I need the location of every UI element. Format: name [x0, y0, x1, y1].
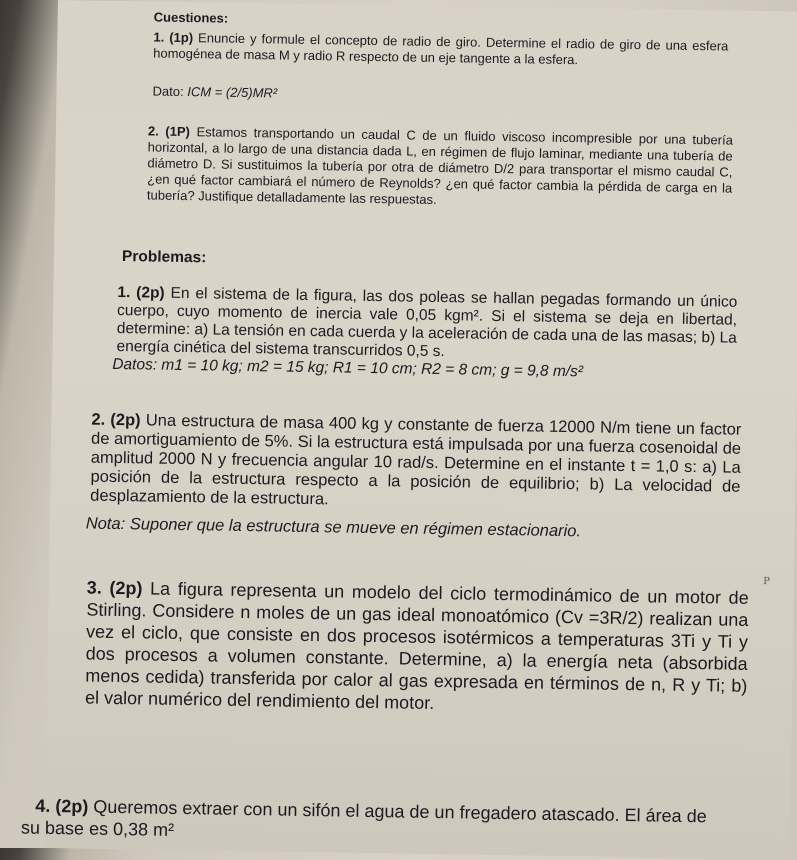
problem-3: [85, 577, 749, 719]
problem-3-text: La figura representa un modelo del ciclo termodinámico de un motor de Stirling. Considere n moles de un gas ideal monoatómico (Cv =3R/2) realizan una vez el ciclo, que consiste en dos procesos isotérmicos a temperaturas 3Ti y Ti y dos procesos a volumen constante. Determine, a) la energía neta (absorbida menos cedida) transferida por calor al gas expresada en términos de n, R y Ti; b) el valor numérico del rendimiento del motor.: [84, 578, 749, 713]
problem-4-number: 4. (2p): [35, 795, 89, 817]
problemas-heading: Problemas:: [121, 248, 207, 267]
exam-sheet: [20, 0, 797, 860]
problem-2: [90, 411, 741, 516]
question-2-number: 2. (1P): [147, 123, 191, 140]
question-1-dato: [152, 83, 277, 101]
cuestiones-heading: Cuestiones:: [153, 9, 229, 26]
problem-2-nota: Nota: Suponer que la estructura se mueve en régimen estacionario.: [85, 514, 582, 541]
figure-axis-mark: P: [763, 576, 771, 588]
problem-2-text: Una estructura de masa 400 kg y constante de fuerza 12000 N/m tiene un factor de amortiguamiento de 5%. Si la estructura está impulsada por una fuerza cosenoidal de amplitud 2000 N y frecuencia angular 10 rad/s. Determine en el instante t = 1,0 s: a) La posición de la estructura respecto a la posición de equilibrio; b) La velocidad de desplazamiento de la estructura.: [90, 411, 742, 509]
dato-formula: ICM = (2/5)MR²: [187, 84, 278, 101]
problem-1-number: 1. (2p): [117, 283, 165, 302]
question-2: [147, 123, 733, 212]
problem-4-line-2: su base es 0,38 m²: [20, 817, 175, 840]
question-2-text: Estamos transportando un caudal C de un fluido viscoso incompresible por una tubería horizontal, a lo largo de una distancia dada L, en régimen de flujo laminar, mediante una tubería de diámetro D. Si sustituimos la tubería por otra de diámetro D/2 para transportar el mismo caudal C, ¿en qué factor cambiará el número de Reynolds? ¿en qué factor cambia la pérdida de carga en la tubería? Justifique detalladamente las respuestas.: [146, 124, 734, 207]
problem-1-datos: Datos: m1 = 10 kg; m2 = 15 kg; R1 = 10 cm; R2 = 8 cm; g = 9,8 m/s²: [112, 355, 584, 381]
problem-3-number: 3. (2p): [86, 577, 143, 599]
question-1: [153, 30, 728, 71]
problem-2-number: 2. (2p): [91, 410, 141, 430]
dato-label: Dato:: [152, 83, 184, 99]
question-1-number: 1. (1p): [153, 29, 194, 46]
question-1-text: Enuncie y formule el concepto de radio de giro. Determine el radio de giro de una esfera homogénea de masa M y radio R respecto de un eje tangente a la esfera.: [153, 30, 729, 68]
problem-1: [116, 284, 737, 366]
problem-1-text: En el sistema de la figura, las dos poleas se hallan pegadas formando un único cuerpo, cuyo momento de inercia vale 0,05 kgm². Si el sistema se deja en libertad, determine: a) La tensión en cada cuerda y la aceleración de cada una de las masas; b) La energía cinética del sistema transcurridos 0,5 s.: [116, 284, 738, 361]
problem-4-text: Queremos extraer con un sifón el agua de un fregadero atascado. El área de: [93, 796, 707, 827]
